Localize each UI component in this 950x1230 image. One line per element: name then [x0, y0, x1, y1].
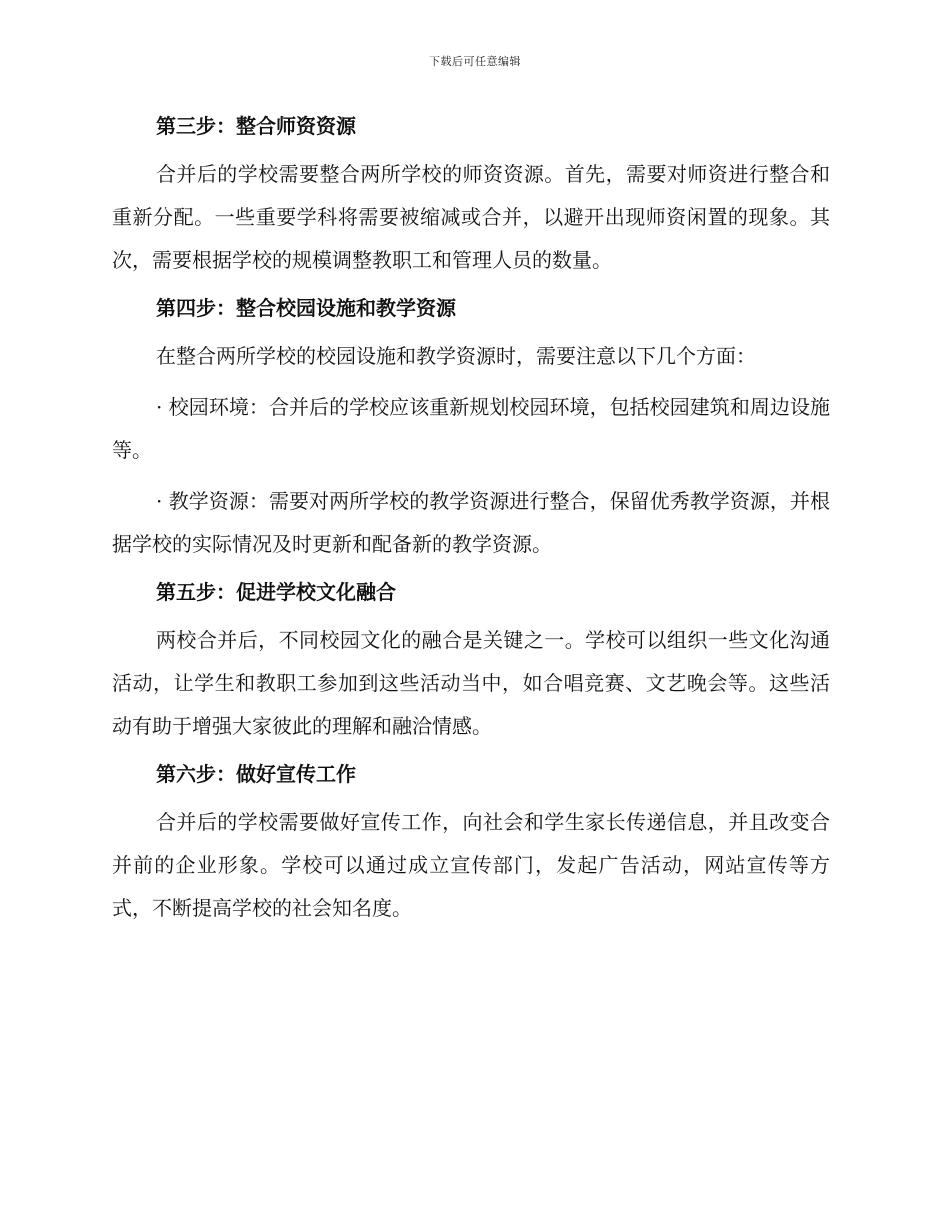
- section-heading-step5: 第五步：促进学校文化融合: [156, 580, 396, 604]
- paragraph: 在整合两所学校的校园设施和教学资源时，需要注意以下几个方面：: [156, 344, 756, 368]
- section-heading-step3: 第三步：整合师资资源: [156, 114, 356, 138]
- section-heading-step6: 第六步：做好宣传工作: [156, 762, 356, 786]
- bullet-paragraph: · 校园环境：合并后的学校应该重新规划校园环境，包括校园建筑和周边设施等。: [112, 395, 830, 462]
- bullet-paragraph: · 教学资源：需要对两所学校的教学资源进行整合，保留优秀教学资源，并根据学校的实际情况及时更新和配备新的教学资源。: [112, 489, 830, 556]
- paragraph: 合并后的学校需要做好宣传工作，向社会和学生家长传递信息，并且改变合并前的企业形象。学校可以通过成立宣传部门，发起广告活动，网站宣传等方式，不断提高学校的社会知名度。: [112, 810, 830, 920]
- page-header: 下载后可任意编辑: [429, 55, 521, 68]
- paragraph: 两校合并后，不同校园文化的融合是关键之一。学校可以组织一些文化沟通活动，让学生和教职工参加到这些活动当中，如合唱竞赛、文艺晚会等。这些活动有助于增强大家彼此的理解和融洽情感。: [112, 628, 830, 738]
- section-heading-step4: 第四步：整合校园设施和教学资源: [156, 296, 456, 320]
- paragraph: 合并后的学校需要整合两所学校的师资资源。首先，需要对师资进行整合和重新分配。一些重要学科将需要被缩减或合并，以避开出现师资闲置的现象。其次，需要根据学校的规模调整教职工和管理人员的数量。: [112, 162, 830, 272]
- document-body: [112, 108, 830, 938]
